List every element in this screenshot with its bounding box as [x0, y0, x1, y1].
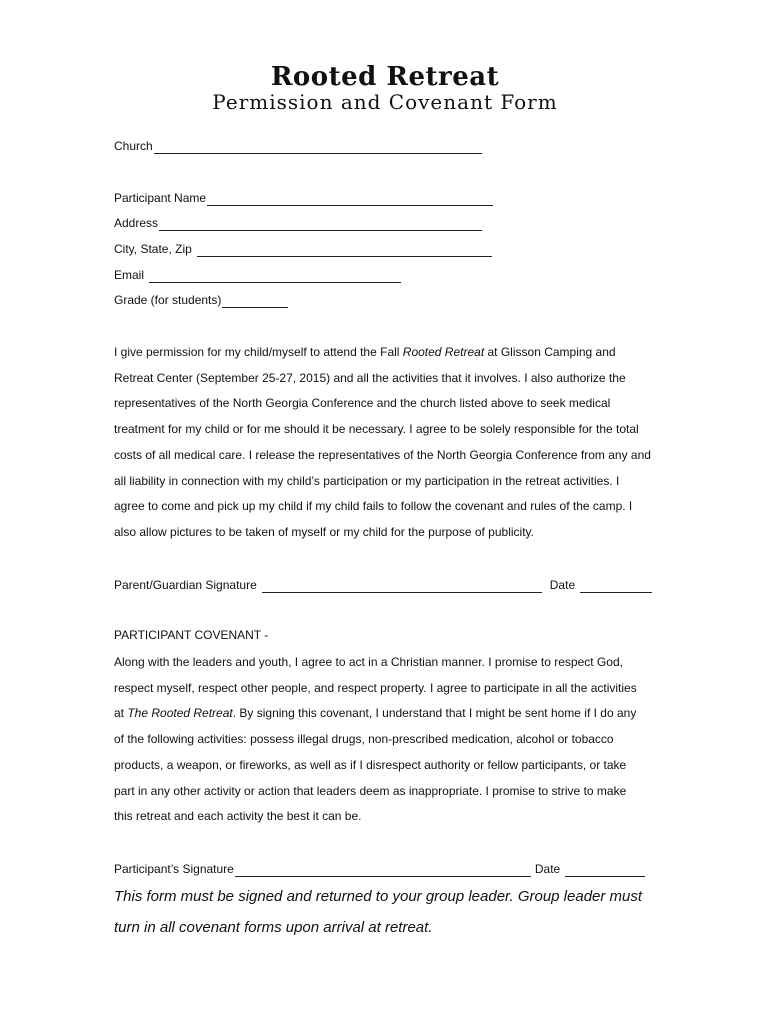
guardian-signature-label: Parent/Guardian Signature	[114, 578, 257, 592]
email-line[interactable]	[149, 271, 401, 283]
covenant-line-3: at The Rooted Retreat. By signing this covenant, I understand that I might be sent home if I do any	[114, 706, 637, 721]
covenant-line-5: products, a weapon, or fireworks, as well as if I disrespect authority or fellow participants, or take	[114, 757, 627, 772]
participant-signature-line[interactable]	[235, 865, 531, 877]
retreat-name: Rooted Retreat	[402, 345, 485, 359]
church-line[interactable]	[154, 142, 482, 154]
guardian-date-label: Date	[549, 578, 576, 592]
city-state-zip-label: City, State, Zip	[114, 242, 192, 256]
covenant-paragraph	[114, 650, 659, 830]
permission-line-1: I give permission for my child/myself to attend the Fall Rooted Retreat at Glisson Camping and	[114, 345, 616, 359]
participant-name-line[interactable]	[207, 194, 493, 206]
notice-line-2: turn in all covenant forms upon arrival at retreat.	[114, 919, 433, 936]
covenant-line-4: of the following activities: possess illegal drugs, non-prescribed medication, alcohol or tobacco	[114, 732, 614, 747]
permission-line-8: also allow pictures to be taken of myself or my child for the purpose of publicity.	[114, 524, 534, 539]
permission-line-6: all liability in connection with my child’s participation or my participation in the retreat activities. I	[114, 473, 620, 488]
grade-label: Grade (for students)	[114, 293, 222, 307]
permission-paragraph	[114, 340, 659, 546]
grade-line[interactable]	[222, 296, 288, 308]
covenant-heading: PARTICIPANT COVENANT -	[114, 628, 269, 642]
permission-line-3: representatives of the North Georgia Conference and the church listed above to seek medical	[114, 396, 611, 411]
permission-line-7: agree to come and pick up my child if my child fails to follow the covenant and rules of the camp. I	[114, 499, 633, 514]
participant-signature-field	[114, 861, 645, 877]
covenant-line-1: Along with the leaders and youth, I agree to act in a Christian manner. I promise to respect God,	[114, 655, 623, 669]
address-field	[114, 215, 482, 231]
guardian-signature-line[interactable]	[262, 581, 542, 593]
participant-name-label: Participant Name	[114, 191, 207, 205]
permission-line-2: Retreat Center (September 25-27, 2015) and all the activities that it involves. I also authorize the	[114, 370, 626, 385]
guardian-signature-field	[114, 577, 652, 593]
grade-field	[114, 292, 288, 308]
email-field	[114, 267, 401, 283]
notice-line-1: This form must be signed and returned to your group leader. Group leader must	[114, 888, 643, 905]
form-subtitle: Permission and Covenant Form	[212, 90, 558, 114]
address-line[interactable]	[159, 219, 482, 231]
city-state-zip-field	[114, 241, 492, 257]
guardian-date-line[interactable]	[580, 581, 652, 593]
church-field	[114, 138, 482, 154]
church-label: Church	[114, 139, 153, 153]
form-title: Rooted Retreat	[270, 62, 500, 92]
address-label: Address	[114, 216, 159, 230]
participant-date-label: Date	[534, 862, 561, 876]
covenant-line-6: part in any other activity or action that leaders deem as inappropriate. I promise to strive to make	[114, 783, 627, 798]
participant-signature-label: Participant’s Signature	[114, 862, 234, 876]
covenant-line-2: respect myself, respect other people, and respect property. I agree to participate in all the activities	[114, 680, 637, 695]
city-state-zip-line[interactable]	[197, 245, 492, 257]
permission-line-4: treatment for my child or for me should it be necessary. I agree to be solely responsible for the total	[114, 422, 639, 437]
covenant-line-7: this retreat and each activity the best it can be.	[114, 809, 362, 824]
email-label: Email	[114, 268, 145, 282]
participant-date-line[interactable]	[565, 865, 645, 877]
retreat-name-covenant: The Rooted Retreat	[127, 706, 233, 721]
permission-line-5: costs of all medical care. I release the representatives of the North Georgia Conference from any and	[114, 447, 651, 462]
return-notice	[114, 881, 674, 943]
participant-name-field	[114, 190, 493, 206]
